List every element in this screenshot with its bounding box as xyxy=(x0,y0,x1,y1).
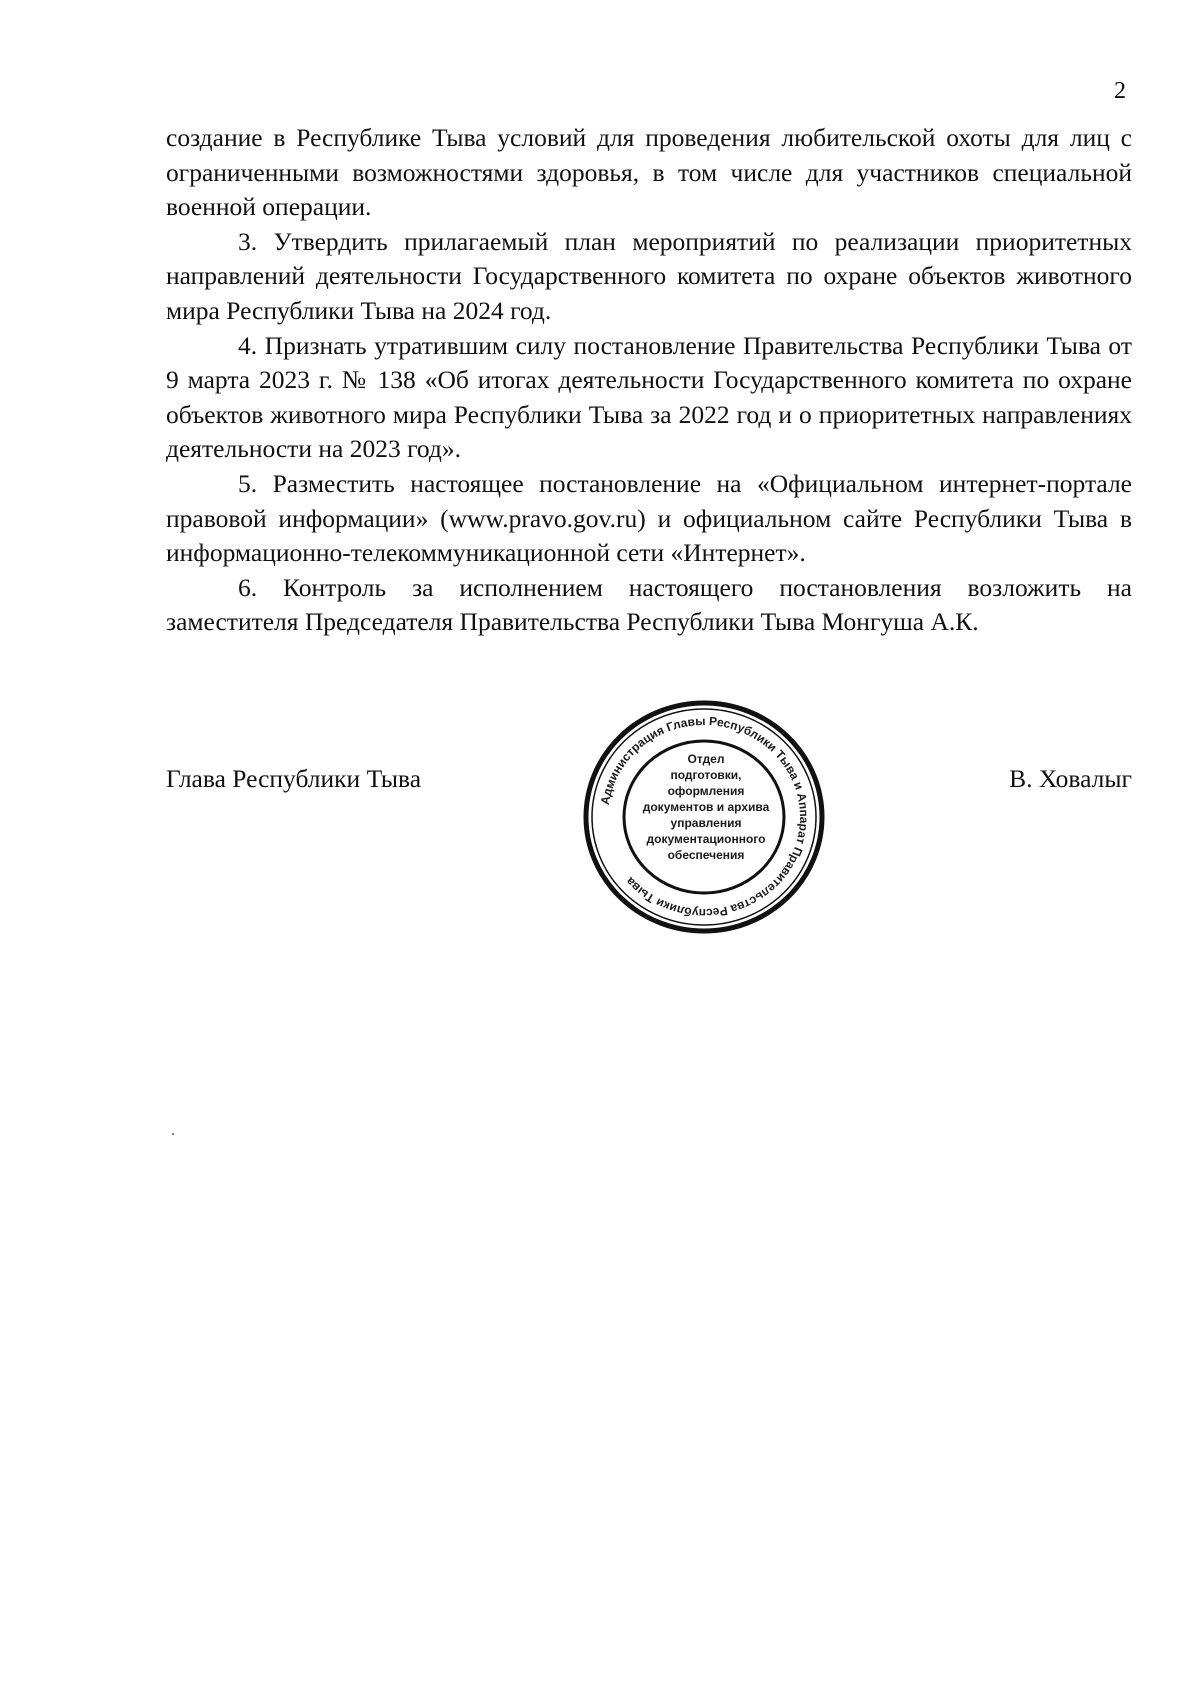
paragraph-item-6: 6. Контроль за исполнением настоящего постановления возложить на заместителя Председателя Правительства Республики Тыва Монгуша А.К. xyxy=(166,572,1132,637)
page-number: 2 xyxy=(1114,78,1126,104)
paragraph-continuation: создание в Республике Тыва условий для проведения любительской охоты для лиц с ограниченными возможностями здоровья, в том числе для участников специальной военной операции. xyxy=(166,123,1132,222)
seal-inner-text xyxy=(643,752,770,862)
official-seal-stamp xyxy=(580,697,828,937)
svg-text:Отдел: Отдел xyxy=(687,752,725,766)
signatory-position: Глава Республики Тыва xyxy=(166,764,422,793)
svg-text:оформления: оформления xyxy=(667,784,745,798)
scan-speck xyxy=(172,1133,174,1135)
svg-text:обеспечения: обеспечения xyxy=(667,848,745,862)
svg-text:подготовки,: подготовки, xyxy=(670,768,742,782)
paragraph-item-4: 4. Признать утратившим силу постановление Правительства Республики Тыва от 9 марта 2023 г. № 138 «Об итогах деятельности Государственного комитета по охране объектов животного мира Республики Тыва за 2022 год и о приоритетных направлениях деятельности на 2023 год». xyxy=(166,330,1132,464)
svg-text:документационного: документационного xyxy=(646,832,766,846)
svg-text:управления: управления xyxy=(670,816,742,830)
paragraph-item-3: 3. Утвердить прилагаемый план мероприятий по реализации приоритетных направлений деятельности Государственного комитета по охране объектов животного мира Республики Тыва на 2024 год. xyxy=(166,226,1132,325)
signatory-name: В. Ховалыг xyxy=(1009,764,1132,793)
paragraph-item-5: 5. Разместить настоящее постановление на «Официальном интернет-портале правовой информации» (www.pravo.gov.ru) и официальном сайте Республики Тыва в информационно-телекоммуникационной сети «Интернет». xyxy=(166,468,1132,568)
document-body xyxy=(166,121,1132,640)
seal-graphic xyxy=(580,697,828,937)
svg-text:документов и архива: документов и архива xyxy=(642,800,770,814)
seal-outer-text: Администрация Главы Республики Тыва и Аппарат Правительства Республики Тыва xyxy=(597,713,812,921)
